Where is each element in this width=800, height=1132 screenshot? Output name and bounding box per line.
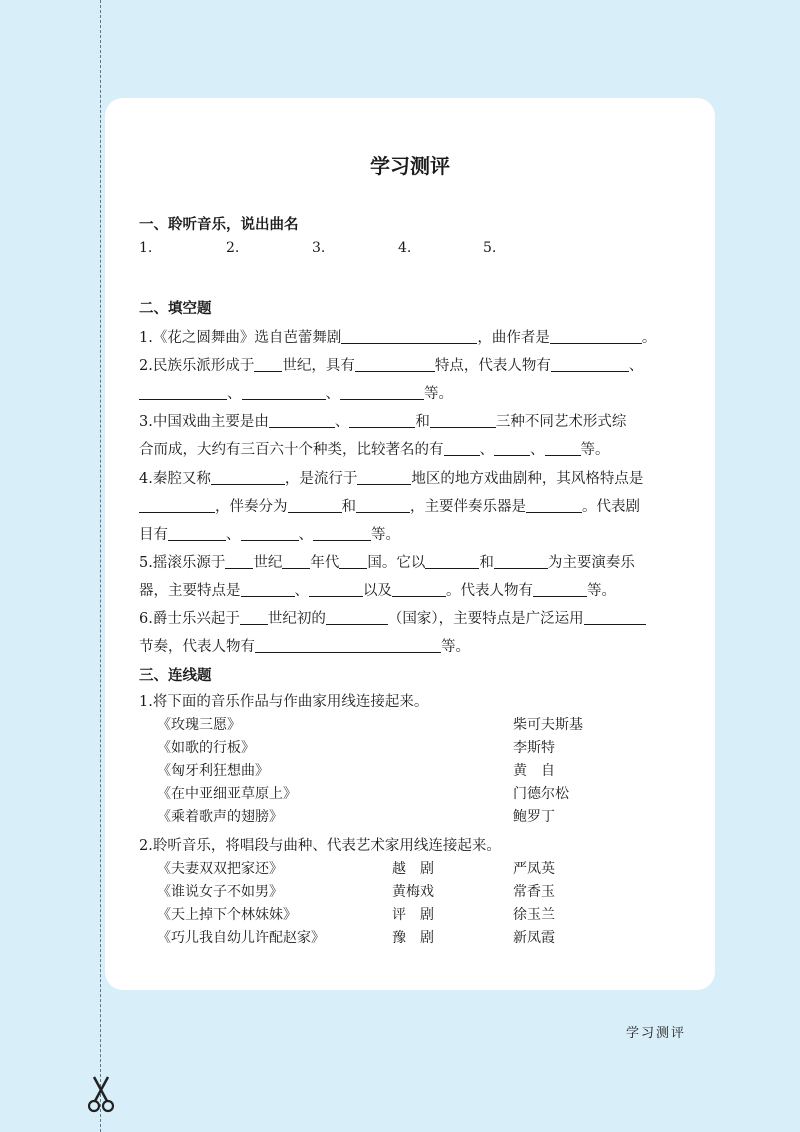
answer-blank[interactable] (356, 498, 410, 513)
artist-item[interactable]: 常香玉 (513, 884, 555, 900)
answer-blank[interactable] (392, 582, 446, 597)
piece-item[interactable]: 《谁说女子不如男》 (157, 884, 283, 900)
answer-blank[interactable] (341, 329, 477, 344)
composer-item[interactable]: 李斯特 (513, 740, 555, 756)
answer-blank[interactable] (494, 441, 530, 456)
q2-line-1: 2.民族乐派形成于 世纪，具有 特点，代表人物有 、 (139, 358, 644, 374)
number-2: 2. (226, 240, 240, 256)
page-title: 学习测评 (370, 154, 450, 178)
number-5: 5. (483, 240, 497, 256)
piece-item[interactable]: 《天上掉下个林妹妹》 (157, 907, 297, 923)
worksheet-card (105, 98, 715, 990)
number-4: 4. (398, 240, 412, 256)
work-item[interactable]: 《乘着歌声的翅膀》 (157, 809, 283, 825)
cut-line (100, 0, 101, 1132)
scissors-icon (88, 1075, 114, 1113)
footer-label: 学习测评 (626, 1026, 687, 1041)
answer-blank[interactable] (550, 329, 642, 344)
answer-blank[interactable] (211, 470, 285, 485)
q1-line: 1.《花之圆舞曲》选自芭蕾舞剧 ，曲作者是 。 (139, 330, 657, 346)
answer-blank[interactable] (309, 582, 363, 597)
section2-heading: 二、填空题 (139, 301, 212, 317)
artist-item[interactable]: 徐玉兰 (513, 907, 555, 923)
answer-blank[interactable] (551, 357, 629, 372)
q5-line-1: 5.摇滚乐源于 世纪 年代 国。它以 和 为主要演奏乐 (139, 555, 635, 571)
q3-line-1: 3.中国戏曲主要是由 、 和 三种不同艺术形式综 (139, 414, 627, 430)
q4-line-2: ，伴奏分为 和 ，主要伴奏乐器是 。代表剧 (139, 495, 640, 516)
answer-blank[interactable] (357, 470, 411, 485)
answer-blank[interactable] (241, 582, 295, 597)
piece-item[interactable]: 《巧儿我自幼儿许配赵家》 (157, 930, 325, 946)
composer-item[interactable]: 门德尔松 (513, 786, 569, 802)
q4-line-3: 目有 、 、 等。 (139, 527, 400, 543)
number-1: 1. (139, 240, 153, 256)
answer-blank[interactable] (349, 413, 415, 428)
answer-blank[interactable] (240, 610, 268, 625)
artist-item[interactable]: 严凤英 (513, 861, 555, 877)
work-item[interactable]: 《匈牙利狂想曲》 (157, 763, 269, 779)
q5-line-2: 器，主要特点是 、 以及 。代表人物有 等。 (139, 583, 616, 599)
genre-item[interactable]: 越 剧 (392, 861, 434, 877)
q3-line-2: 合而成，大约有三百六十个种类，比较著名的有 、 、 等。 (139, 442, 610, 458)
answer-blank[interactable] (225, 554, 253, 569)
answer-blank[interactable] (545, 441, 581, 456)
answer-blank[interactable] (282, 554, 310, 569)
number-3: 3. (312, 240, 326, 256)
q6-line-1: 6.爵士乐兴起于 世纪初的 （国家），主要特点是广泛运用 (139, 607, 646, 628)
composer-item[interactable]: 柴可夫斯基 (513, 717, 583, 733)
matching-q1-prompt: 1.将下面的音乐作品与作曲家用线连接起来。 (139, 694, 429, 710)
answer-blank[interactable] (584, 610, 646, 625)
section1-heading: 一、聆听音乐，说出曲名 (139, 217, 299, 233)
answer-blank[interactable] (269, 413, 335, 428)
answer-blank[interactable] (168, 526, 226, 541)
work-item[interactable]: 《在中亚细亚草原上》 (157, 786, 297, 802)
work-item[interactable]: 《如歌的行板》 (157, 740, 255, 756)
answer-blank[interactable] (430, 413, 496, 428)
answer-blank[interactable] (255, 638, 441, 653)
genre-item[interactable]: 评 剧 (392, 907, 434, 923)
answer-blank[interactable] (254, 357, 282, 372)
answer-blank[interactable] (242, 385, 326, 400)
genre-item[interactable]: 黄梅戏 (392, 884, 434, 900)
answer-blank[interactable] (339, 554, 367, 569)
composer-item[interactable]: 鲍罗丁 (513, 809, 555, 825)
answer-blank[interactable] (444, 441, 480, 456)
answer-blank[interactable] (533, 582, 587, 597)
answer-blank[interactable] (139, 385, 227, 400)
q6-line-2: 节奏，代表人物有 等。 (139, 639, 470, 655)
section3-heading: 三、连线题 (139, 668, 212, 684)
answer-blank[interactable] (313, 526, 371, 541)
answer-blank[interactable] (326, 610, 388, 625)
artist-item[interactable]: 新凤霞 (513, 930, 555, 946)
answer-blank[interactable] (494, 554, 548, 569)
answer-blank[interactable] (241, 526, 299, 541)
answer-blank[interactable] (355, 357, 435, 372)
answer-blank[interactable] (139, 498, 215, 513)
q4-line-1: 4.秦腔又称 ，是流行于 地区的地方戏曲剧种，其风格特点是 (139, 471, 644, 487)
matching-q2-prompt: 2.聆听音乐，将唱段与曲种、代表艺术家用线连接起来。 (139, 838, 501, 854)
answer-blank[interactable] (425, 554, 479, 569)
composer-item[interactable]: 黄 自 (513, 763, 555, 779)
genre-item[interactable]: 豫 剧 (392, 930, 434, 946)
piece-item[interactable]: 《夫妻双双把家还》 (157, 861, 283, 877)
answer-blank[interactable] (340, 385, 424, 400)
answer-blank[interactable] (526, 498, 582, 513)
answer-blank[interactable] (288, 498, 342, 513)
work-item[interactable]: 《玫瑰三愿》 (157, 717, 241, 733)
q2-line-2: 、 、 等。 (139, 382, 453, 403)
